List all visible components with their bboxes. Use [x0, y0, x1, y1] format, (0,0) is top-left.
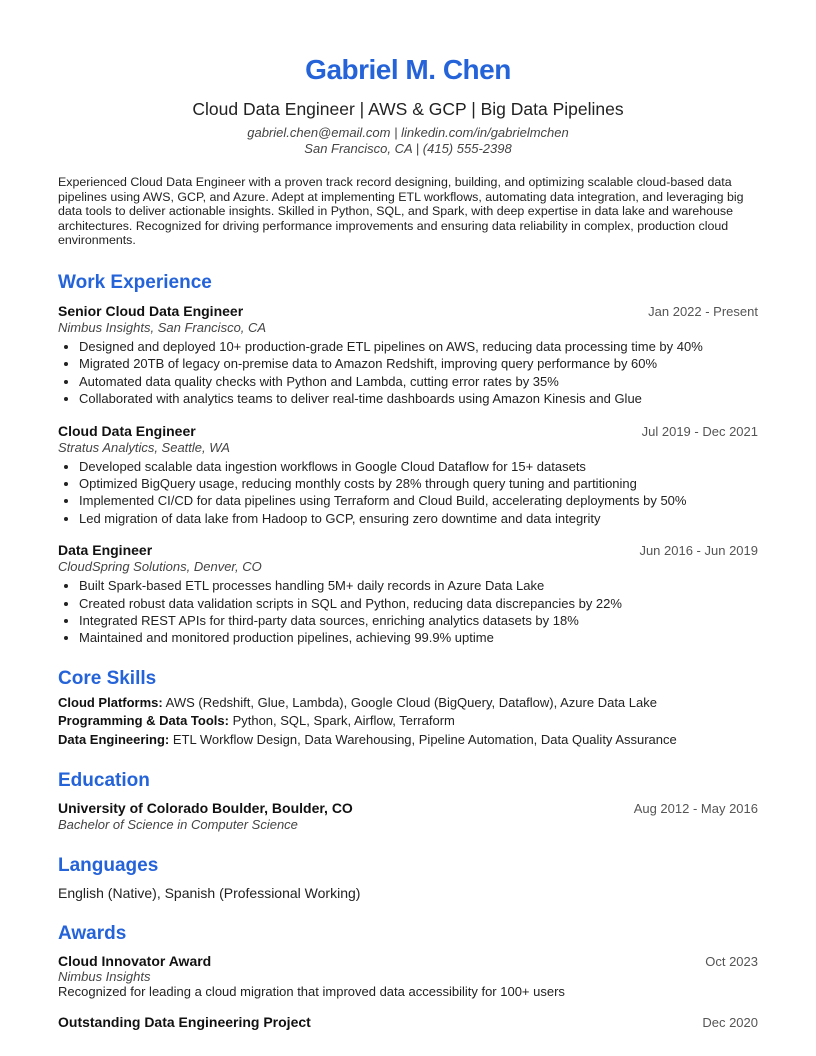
skill-line: [58, 694, 758, 713]
job-dates: Jul 2019 - Dec 2021: [641, 423, 758, 439]
job-bullet: • Implemented CI/CD for data pipelines using Terraform and Cloud Build, accelerating deployments by 50%: [79, 492, 758, 509]
section-title-experience: Work Experience: [58, 271, 212, 293]
school-name: University of Colorado Boulder, Boulder, CO: [58, 800, 353, 817]
section-title-education: Education: [58, 770, 150, 792]
job-bullets: [58, 577, 758, 647]
languages-list: English (Native), Spanish (Professional Working): [58, 885, 361, 902]
section-title-skills: Core Skills: [58, 667, 157, 689]
award-date: Oct 2023: [705, 954, 758, 970]
education-dates: Aug 2012 - May 2016: [633, 801, 758, 817]
skill-value: ETL Workflow Design, Data Warehousing, Pipeline Automation, Data Quality Assurance: [169, 731, 677, 747]
resume-page: [58, 52, 758, 1030]
education-section: [58, 770, 758, 833]
experience-section: [58, 272, 758, 647]
contact-location-phone: San Francisco, CA | (415) 555-2398: [304, 140, 512, 156]
skill-label: Data Engineering:: [58, 731, 170, 747]
award-org: Nimbus Insights: [58, 969, 151, 985]
headline: Cloud Data Engineer | AWS & GCP | Big Data Pipelines: [192, 99, 624, 119]
job-bullet: • Collaborated with analytics teams to deliver real-time dashboards using Amazon Kinesis and Glue: [79, 390, 758, 407]
job-title: Cloud Data Engineer: [58, 422, 196, 439]
job-bullets: [58, 338, 758, 408]
job-bullet: • Created robust data validation scripts in SQL and Python, reducing data discrepancies by 22%: [79, 595, 758, 612]
candidate-name: Gabriel M. Chen: [305, 54, 511, 85]
award-date: Dec 2020: [702, 1015, 758, 1031]
job-bullet: • Developed scalable data ingestion workflows in Google Cloud Dataflow for 15+ datasets: [79, 458, 758, 475]
contact-info: [58, 125, 758, 156]
job-title: Data Engineer: [58, 542, 153, 559]
job-company: Stratus Analytics, Seattle, WA: [58, 439, 230, 455]
job-bullet: • Maintained and monitored production pipelines, achieving 99.9% uptime: [79, 629, 758, 646]
job-title: Senior Cloud Data Engineer: [58, 302, 244, 319]
job-bullet: • Optimized BigQuery usage, reducing monthly costs by 28% through query tuning and partitioning: [79, 475, 758, 492]
job-company: CloudSpring Solutions, Denver, CO: [58, 559, 262, 575]
degree: Bachelor of Science in Computer Science: [58, 817, 298, 833]
section-title-languages: Languages: [58, 855, 159, 877]
award-name: Cloud Innovator Award: [58, 953, 212, 970]
languages-section: [58, 855, 758, 901]
job-bullet: • Automated data quality checks with Python and Lambda, cutting error rates by 35%: [79, 373, 758, 390]
job-company: Nimbus Insights, San Francisco, CA: [58, 319, 267, 335]
job-bullet: • Integrated REST APIs for third-party data sources, enriching analytics datasets by 18%: [79, 612, 758, 629]
award-entry: [58, 1014, 758, 1030]
award-description: Recognized for leading a cloud migration that improved data accessibility for 100+ users: [58, 984, 565, 1000]
professional-summary: Experienced Cloud Data Engineer with a proven track record designing, building, and optimizing scalable cloud-based data pipelines using AWS, GCP, and Azure. Adept at implementing ETL workflows, automating data integration, and leveraging big data tools to deliver actionable insights. Skilled in Python, SQL, and Spark, with deep expertise in data lake and warehouse architectures. Recognized for driving performance improvements and ensuring data reliability in complex, production cloud environments.: [58, 175, 744, 248]
section-title-awards: Awards: [58, 923, 127, 945]
job-bullet: • Migrated 20TB of legacy on-premise data to Amazon Redshift, improving query performance by 60%: [79, 355, 758, 372]
skill-label: Cloud Platforms:: [58, 694, 163, 710]
job-entry: [58, 303, 758, 408]
job-dates: Jun 2016 - Jun 2019: [639, 543, 758, 559]
job-bullets: [58, 458, 758, 528]
job-bullet: • Designed and deployed 10+ production-grade ETL pipelines on AWS, reducing data processing time by 40%: [79, 338, 758, 355]
job-dates: Jan 2022 - Present: [648, 303, 758, 319]
skill-value: Python, SQL, Spark, Airflow, Terraform: [228, 713, 455, 729]
contact-email-linkedin: gabriel.chen@email.com | linkedin.com/in/gabrielmchen: [247, 125, 569, 140]
skills-section: [58, 668, 758, 750]
awards-section: [58, 923, 758, 1030]
skill-line: [58, 731, 758, 750]
job-entry: [58, 542, 758, 647]
award-name: Outstanding Data Engineering Project: [58, 1014, 311, 1031]
job-entry: [58, 423, 758, 528]
skill-line: [58, 712, 758, 731]
skill-label: Programming & Data Tools:: [58, 713, 229, 729]
award-entry: [58, 953, 758, 1000]
job-bullet: • Led migration of data lake from Hadoop to GCP, ensuring zero downtime and data integrity: [79, 510, 758, 527]
job-bullet: • Built Spark-based ETL processes handling 5M+ daily records in Azure Data Lake: [79, 577, 758, 594]
skill-value: AWS (Redshift, Glue, Lambda), Google Cloud (BigQuery, Dataflow), Azure Data Lake: [162, 694, 657, 710]
